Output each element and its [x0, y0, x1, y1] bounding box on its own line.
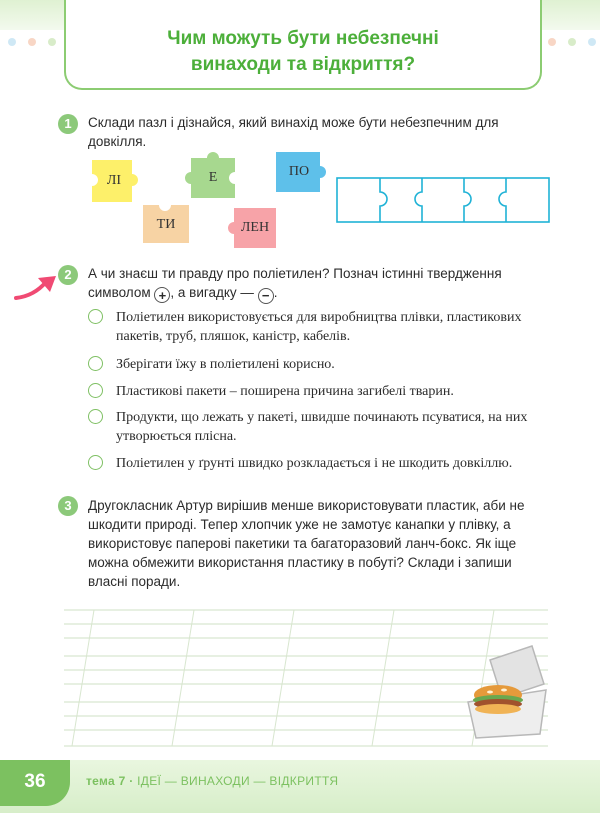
statement-item [88, 355, 558, 375]
statement-text: Поліетилен використовується для виробництва плівки, пластикових пакетів, труб, пляшок, каністр, кабелів. [116, 310, 522, 344]
statement-text: Пластикові пакети – поширена причина загибелі тварин. [116, 384, 454, 399]
answer-circle[interactable] [88, 455, 103, 470]
footer-theme [86, 774, 338, 788]
task-2-text [88, 264, 558, 304]
statement-item [88, 408, 558, 446]
puzzle-piece-label: ПО [288, 164, 310, 179]
task-3-number: 3 [58, 496, 78, 516]
title-box [64, 0, 542, 90]
task-3-text: Другокласник Артур вирішив менше використовувати пластик, аби не шкодити природі. Тепер хлопчик уже не замотує канапки у плівку, а використовує паперові пакетики та багаторазовий ланч-бокс. Як іще можна обмежити використання пластику в побуті? Склади і запиши власні поради. [88, 498, 525, 589]
puzzle-piece-po[interactable] [276, 150, 322, 194]
puzzle-piece-e[interactable] [190, 156, 236, 200]
answer-circle[interactable] [88, 383, 103, 398]
statement-text: Продукти, що лежать у пакеті, швидше починають псуватися, на них утворюється плісна. [116, 410, 528, 444]
task-1-number: 1 [58, 114, 78, 134]
statement-item [88, 454, 558, 492]
task-2-text-b: символом [88, 285, 151, 300]
pointer-arrow-icon [12, 272, 60, 302]
statement-item [88, 382, 558, 402]
task-2-number: 2 [58, 265, 78, 285]
puzzle-piece-len[interactable] [232, 206, 278, 250]
minus-symbol-icon: − [258, 288, 274, 304]
statement-item [88, 308, 558, 346]
puzzle-piece-label: ЛІ [106, 173, 122, 188]
puzzle-piece-ty[interactable] [142, 205, 190, 245]
answer-circle[interactable] [88, 309, 103, 324]
page-title: Чим можуть бути небезпечні винаходи та відкриття? [167, 28, 439, 75]
footer-theme-label: тема 7 · [86, 774, 134, 788]
puzzle-piece-label: ЛЕН [240, 220, 270, 235]
lunch-box-illustration [460, 640, 560, 740]
plus-symbol-icon: + [154, 287, 170, 303]
puzzle-piece-label: ТИ [156, 217, 176, 232]
task-2-text-d: . [273, 285, 278, 300]
puzzle-answer-slots[interactable] [336, 177, 550, 223]
statement-text: Поліетилен у ґрунті швидко розкладається і не шкодить довкіллю. [116, 456, 513, 471]
task-1-text: Склади пазл і дізнайся, який винахід може бути небезпечним для довкілля. [88, 115, 499, 149]
answer-circle[interactable] [88, 409, 103, 424]
puzzle-piece-label: Е [208, 170, 218, 185]
page-number: 36 [0, 760, 70, 806]
footer-theme-subtitle: ІДЕЇ — ВИНАХОДИ — ВІДКРИТТЯ [137, 774, 339, 788]
statement-text: Зберігати їжу в поліетилені корисно. [116, 357, 335, 372]
task-2-text-a: А чи знаєш ти правду про поліетилен? Познач істинні твердження [88, 266, 502, 281]
puzzle-piece-li[interactable] [92, 158, 136, 204]
answer-circle[interactable] [88, 356, 103, 371]
task-2-text-c: , а вигадку — [170, 285, 254, 300]
